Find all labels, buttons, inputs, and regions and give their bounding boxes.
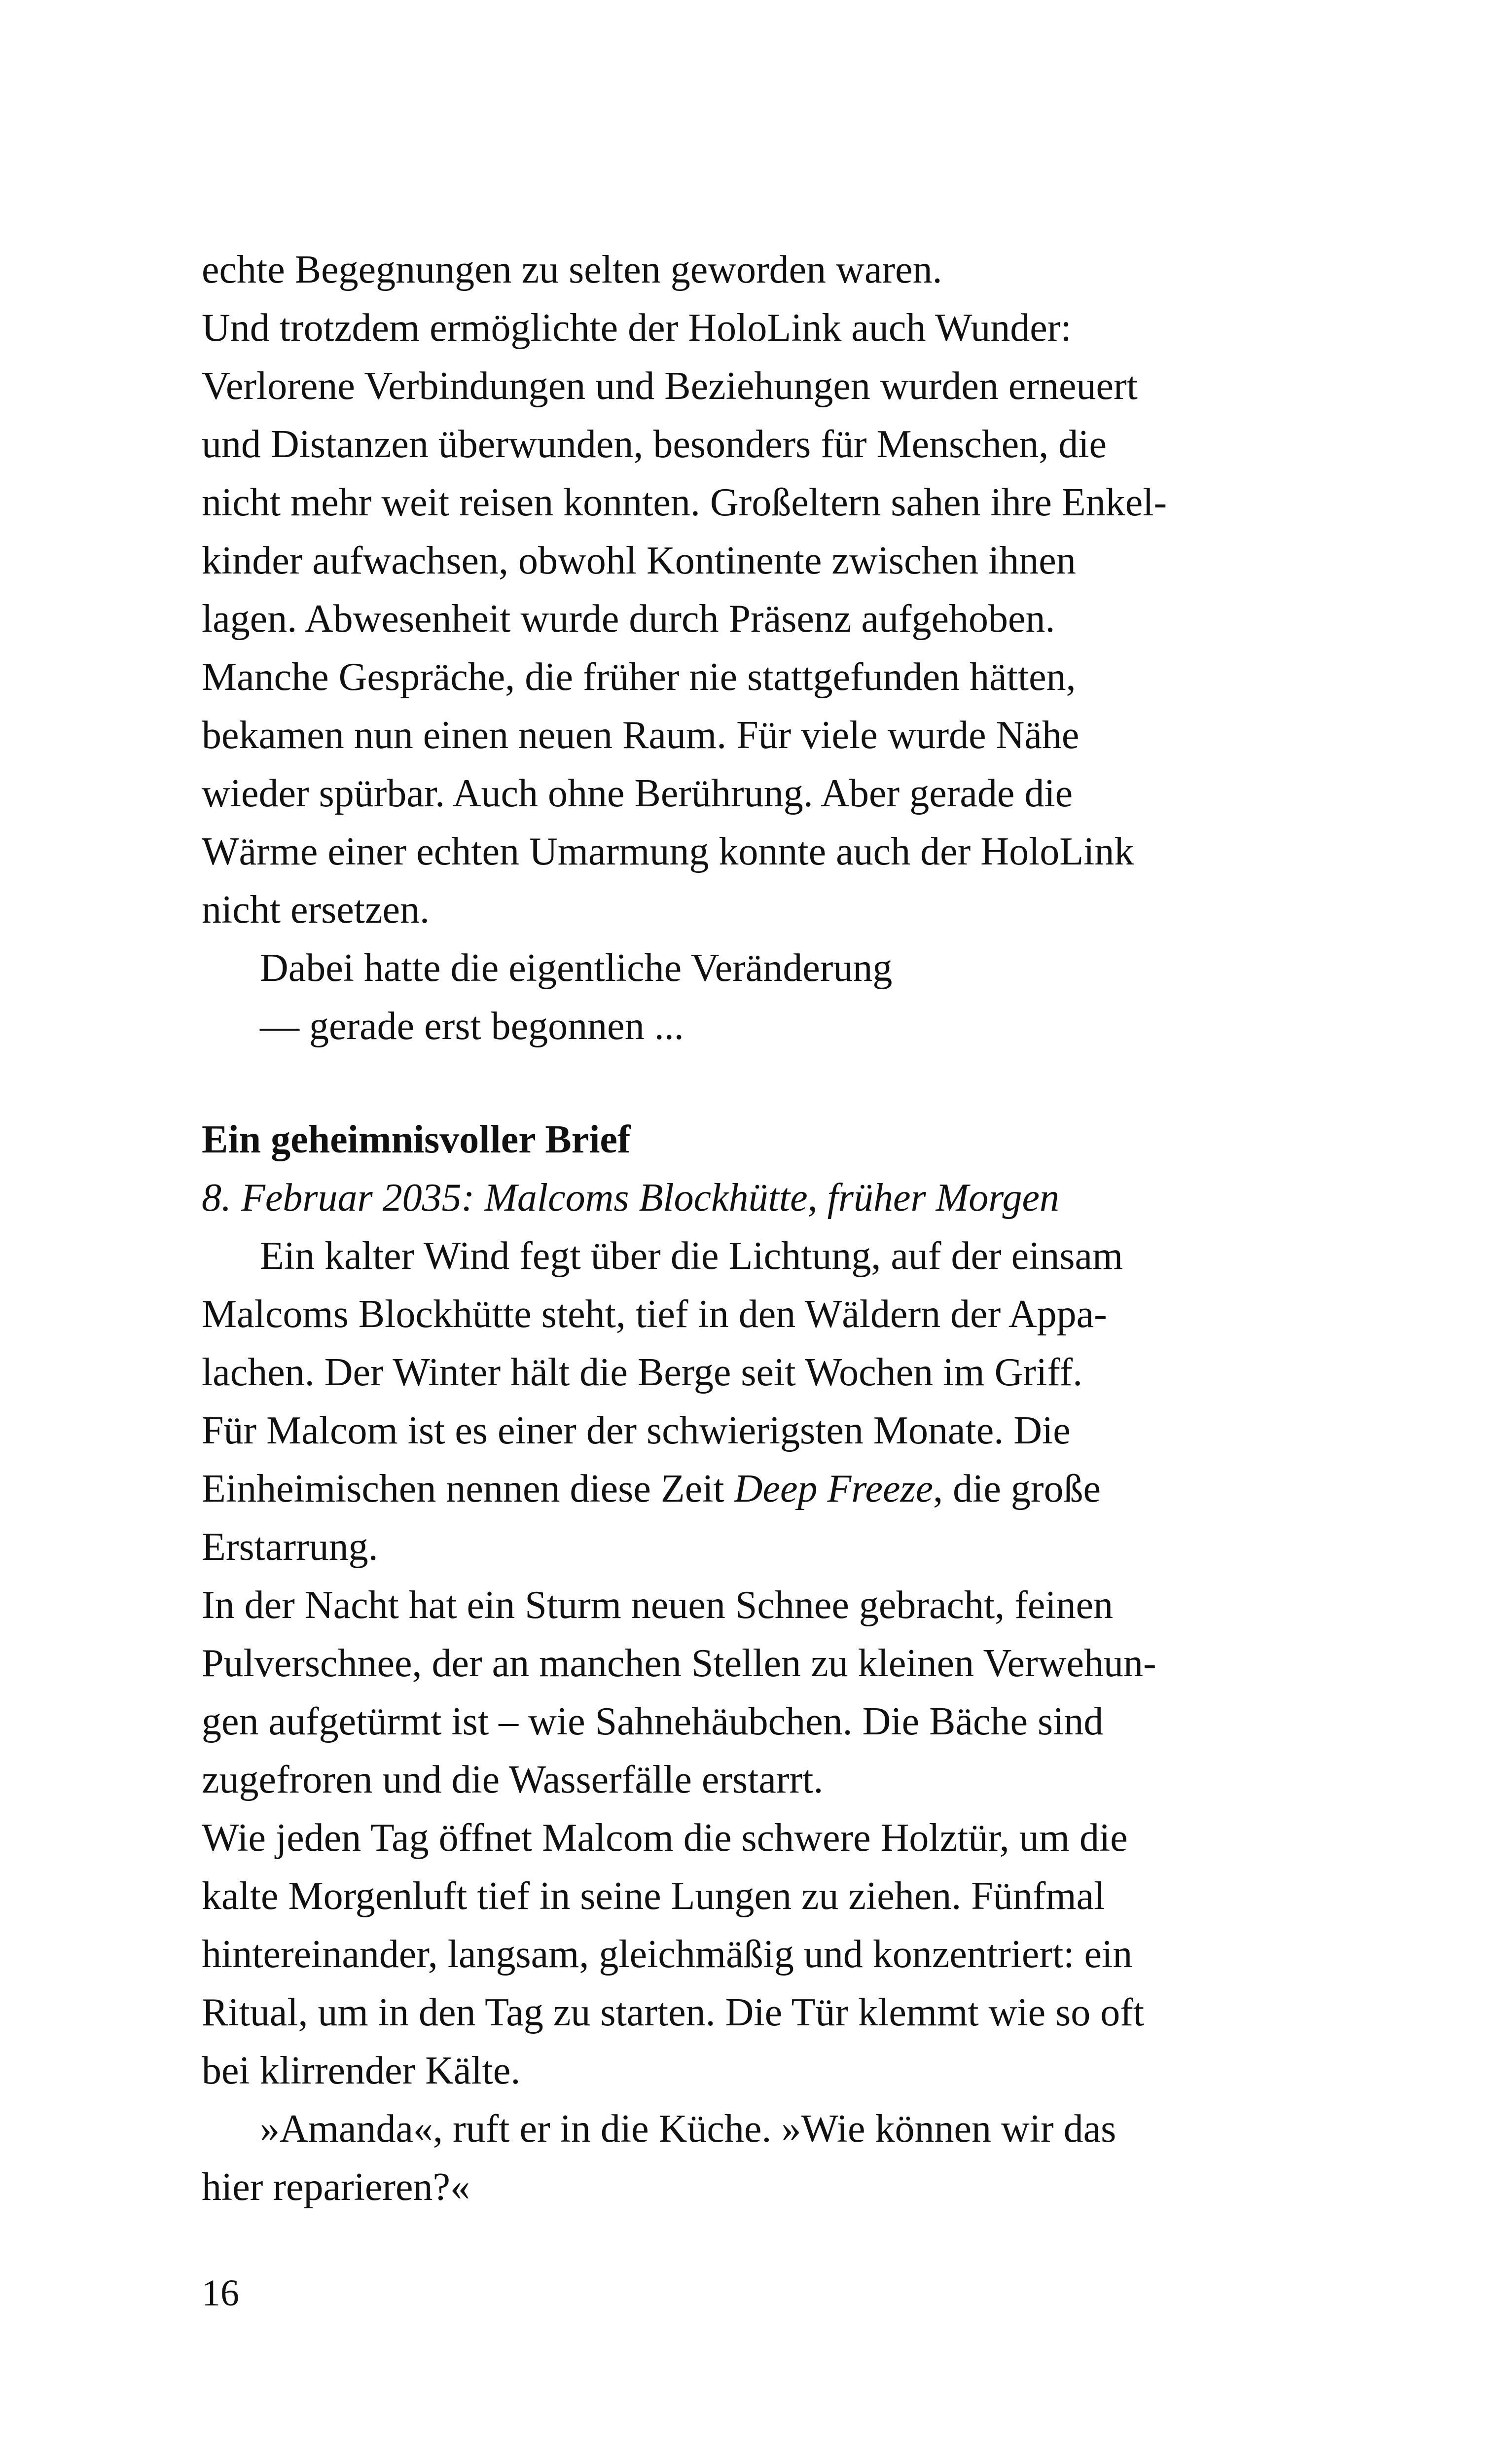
text-line: Manche Gespräche, die früher nie stattgefunden hätten, <box>202 655 1076 699</box>
section-heading: Ein geheimnisvoller Brief <box>202 1118 631 1161</box>
text-line: Wärme einer echten Umarmung konnte auch der HoloLink <box>202 830 1134 873</box>
text-line: In der Nacht hat ein Sturm neuen Schnee gebracht, feinen <box>202 1583 1114 1627</box>
text-line: Erstarrung. <box>202 1525 378 1569</box>
text-line: Pulverschnee, der an manchen Stellen zu kleinen Verwehun- <box>202 1642 1156 1685</box>
italic-term: Deep Freeze <box>734 1467 934 1510</box>
text-line: echte Begegnungen zu selten geworden waren. <box>202 248 942 291</box>
chapter-section <box>202 1111 1247 2216</box>
intro-paragraphs <box>202 241 1247 1055</box>
section-subtitle: 8. Februar 2035: Malcoms Blockhütte, früher Morgen <box>202 1176 1059 1220</box>
page-number: 16 <box>202 2272 239 2314</box>
text-line: gen aufgetürmt ist – wie Sahnehäubchen. Die Bäche sind <box>202 1700 1104 1743</box>
text-line: kinder aufwachsen, obwohl Kontinente zwischen ihnen <box>202 539 1076 582</box>
text-line <box>202 1460 1247 1518</box>
text-line: Für Malcom ist es einer der schwierigsten Monate. Die <box>202 1409 1071 1452</box>
text-line: kalte Morgenluft tief in seine Lungen zu ziehen. Fünfmal <box>202 1874 1105 1918</box>
text-fragment: , die große <box>933 1467 1101 1510</box>
text-line: nicht ersetzen. <box>202 888 430 932</box>
text-line: wieder spürbar. Auch ohne Berührung. Aber gerade die <box>202 772 1073 815</box>
text-fragment: Einheimischen nennen diese Zeit <box>202 1467 734 1510</box>
text-line: hintereinander, langsam, gleichmäßig und konzentriert: ein <box>202 1933 1133 1976</box>
text-line: nicht mehr weit reisen konnten. Großeltern sahen ihre Enkel- <box>202 481 1167 524</box>
text-line: bekamen nun einen neuen Raum. Für viele wurde Nähe <box>202 714 1080 757</box>
text-line: Ein kalter Wind fegt über die Lichtung, auf der einsam <box>260 1234 1123 1278</box>
text-line: zugefroren und die Wasserfälle erstarrt. <box>202 1758 824 1801</box>
text-line: Malcoms Blockhütte steht, tief in den Wäldern der Appa- <box>202 1293 1107 1336</box>
text-line: hier reparieren?« <box>202 2165 470 2209</box>
text-line: Dabei hatte die eigentliche Veränderung <box>260 946 893 990</box>
text-line: Wie jeden Tag öffnet Malcom die schwere Holztür, um die <box>202 1816 1128 1860</box>
text-line: Ritual, um in den Tag zu starten. Die Tür klemmt wie so oft <box>202 1991 1145 2034</box>
text-line: — gerade erst begonnen ... <box>260 1005 684 1048</box>
text-line: »Amanda«, ruft er in die Küche. »Wie können wir das <box>260 2107 1116 2151</box>
text-line: lagen. Abwesenheit wurde durch Präsenz aufgehoben. <box>202 597 1055 641</box>
text-line: bei klirrender Kälte. <box>202 2049 521 2092</box>
text-line: Und trotzdem ermöglichte der HoloLink auch Wunder: <box>202 306 1072 350</box>
text-line: lachen. Der Winter hält die Berge seit Wochen im Griff. <box>202 1351 1083 1394</box>
text-line: Verlorene Verbindungen und Beziehungen wurden erneuert <box>202 364 1138 408</box>
text-line: und Distanzen überwunden, besonders für Menschen, die <box>202 423 1107 466</box>
